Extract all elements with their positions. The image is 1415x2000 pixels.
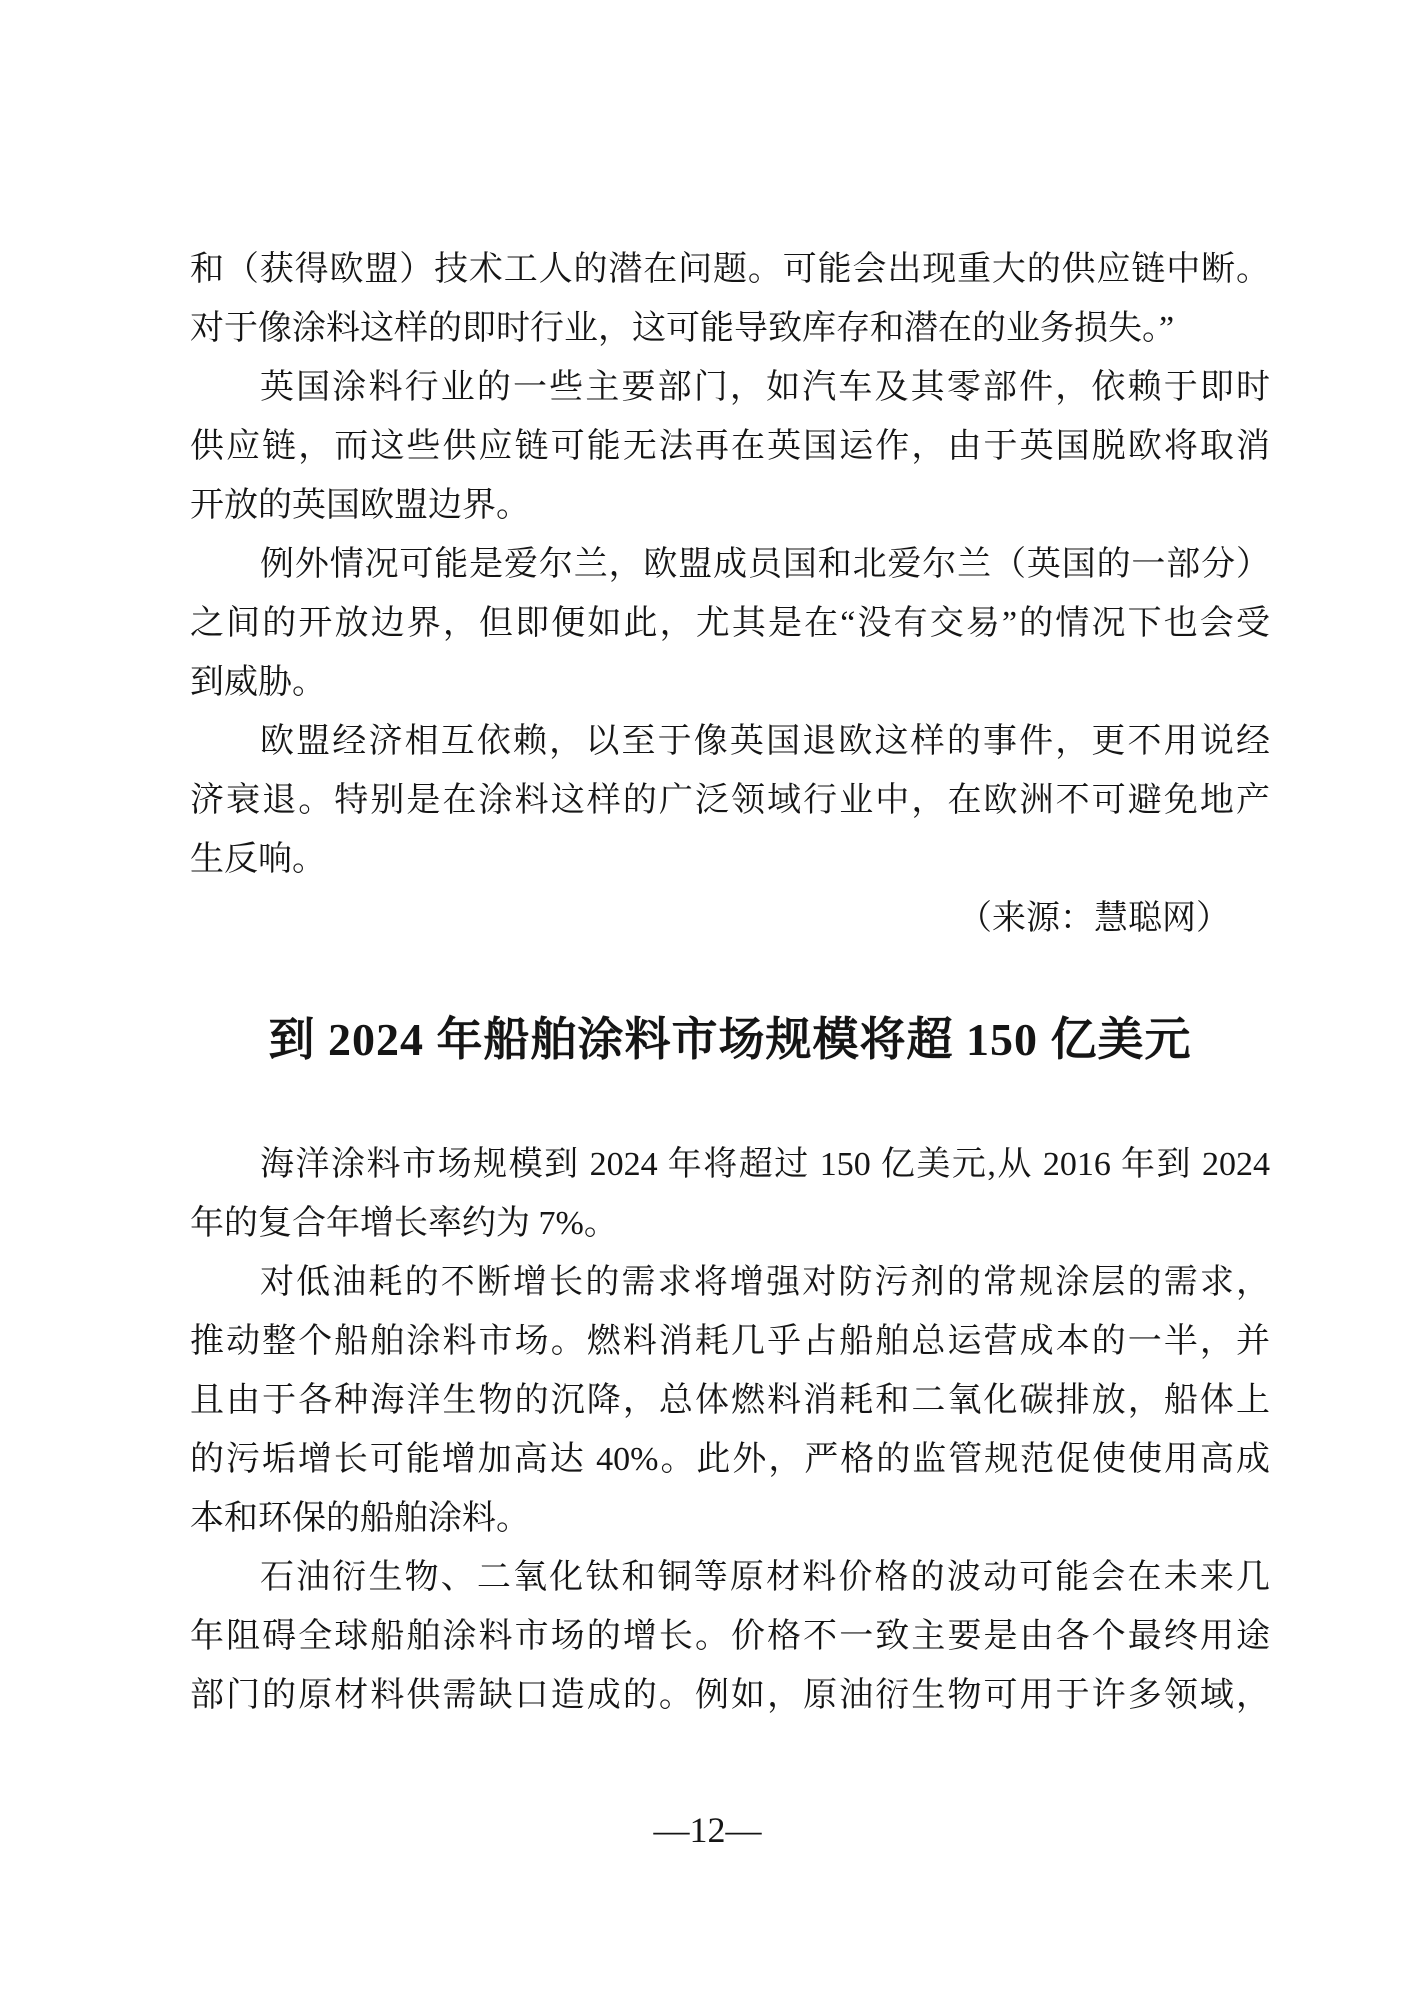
text-line: 济衰退。特别是在涂料这样的广泛领域行业中，在欧洲不可避免地产	[190, 782, 1270, 819]
article-title: 到 2024 年船舶涂料市场规模将超 150 亿美元	[268, 1014, 1192, 1065]
text-line: 英国涂料行业的一些主要部门，如汽车及其零部件，依赖于即时	[260, 369, 1270, 406]
text-line: 的污垢增长可能增加高达 40%。此外，严格的监管规范促使使用高成	[190, 1441, 1270, 1478]
source-attribution: （来源：慧聪网）	[958, 900, 1230, 937]
page-number: —12—	[653, 1810, 762, 1850]
text-line: 年的复合年增长率约为 7%。	[190, 1205, 618, 1242]
text-line: 且由于各种海洋生物的沉降，总体燃料消耗和二氧化碳排放，船体上	[190, 1382, 1270, 1419]
text-line: 海洋涂料市场规模到 2024 年将超过 150 亿美元,从 2016 年到 2024	[260, 1146, 1270, 1183]
text-line: 年阻碍全球船舶涂料市场的增长。价格不一致主要是由各个最终用途	[190, 1618, 1270, 1655]
text-line: 供应链，而这些供应链可能无法再在英国运作，由于英国脱欧将取消	[190, 428, 1270, 465]
text-column	[190, 240, 1270, 1725]
text-line: 石油衍生物、二氧化钛和铜等原材料价格的波动可能会在未来几	[260, 1559, 1270, 1596]
text-line: 部门的原材料供需缺口造成的。例如，原油衍生物可用于许多领域，	[190, 1677, 1270, 1714]
text-line: 之间的开放边界，但即便如此，尤其是在“没有交易”的情况下也会受	[190, 605, 1270, 642]
text-line: 对于像涂料这样的即时行业，这可能导致库存和潜在的业务损失。”	[190, 310, 1175, 347]
text-line: 例外情况可能是爱尔兰，欧盟成员国和北爱尔兰（英国的一部分）	[260, 546, 1270, 583]
text-line: 推动整个船舶涂料市场。燃料消耗几乎占船舶总运营成本的一半，并	[190, 1323, 1270, 1360]
text-line: 欧盟经济相互依赖，以至于像英国退欧这样的事件，更不用说经	[260, 723, 1270, 760]
text-line: 生反响。	[190, 841, 326, 878]
text-line: 对低油耗的不断增长的需求将增强对防污剂的常规涂层的需求，	[260, 1264, 1270, 1301]
text-line: 本和环保的船舶涂料。	[190, 1500, 530, 1537]
text-line: 和（获得欧盟）技术工人的潜在问题。可能会出现重大的供应链中断。	[190, 251, 1270, 288]
text-line: 到威胁。	[190, 664, 326, 701]
text-line: 开放的英国欧盟边界。	[190, 487, 530, 524]
